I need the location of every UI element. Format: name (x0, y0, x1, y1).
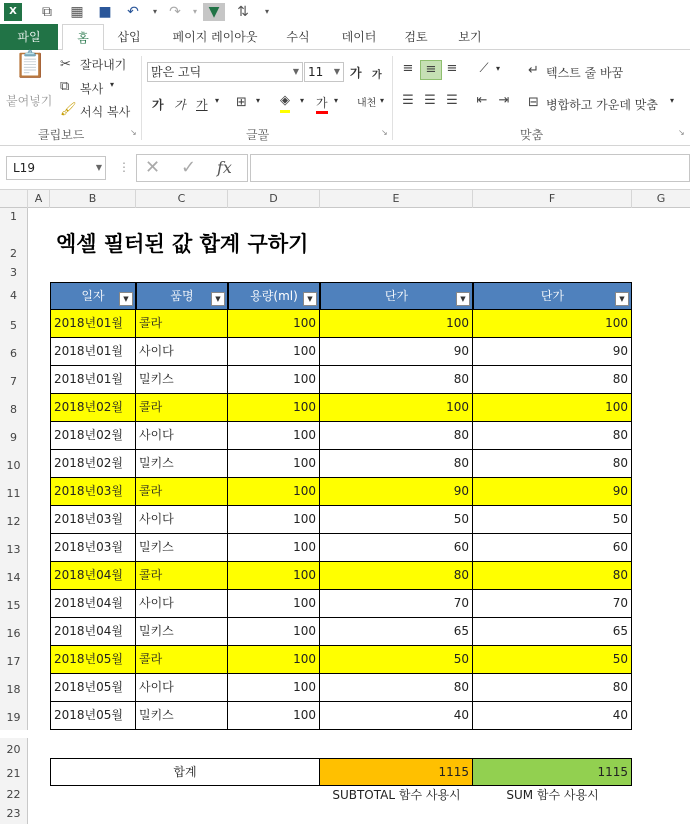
tab-data[interactable]: 데이터 (341, 30, 377, 44)
price-cell[interactable]: 60 (320, 534, 473, 562)
column-header-f[interactable]: F (473, 190, 632, 208)
volume-cell[interactable]: 100 (228, 618, 320, 646)
date-cell[interactable]: 2018년03월 (50, 506, 136, 534)
item-cell[interactable]: 사이다 (136, 674, 228, 702)
fill-color-icon[interactable]: ◈ (280, 92, 290, 113)
row-header[interactable]: 22 (0, 786, 28, 804)
date-cell[interactable]: 2018년01월 (50, 366, 136, 394)
price-cell[interactable]: 40 (320, 702, 473, 730)
row-header[interactable]: 8 (0, 394, 28, 422)
alignment-group-label: 맞춤 (520, 128, 544, 142)
alignment-launcher-icon[interactable]: ↘ (678, 128, 685, 137)
price-2-cell[interactable]: 80 (473, 450, 632, 478)
price-2-cell[interactable]: 70 (473, 590, 632, 618)
price-cell[interactable]: 80 (320, 422, 473, 450)
volume-cell[interactable]: 100 (228, 450, 320, 478)
row-header[interactable]: 13 (0, 534, 28, 562)
align-center-icon[interactable]: ☰ (424, 93, 436, 108)
date-cell[interactable]: 2018년05월 (50, 646, 136, 674)
volume-cell[interactable]: 100 (228, 590, 320, 618)
item-cell[interactable]: 사이다 (136, 422, 228, 450)
row-header[interactable]: 19 (0, 702, 28, 730)
date-cell[interactable]: 2018년04월 (50, 562, 136, 590)
item-cell[interactable]: 콜라 (136, 394, 228, 422)
table-header-label: 품명 (170, 289, 194, 303)
price-2-cell[interactable]: 80 (473, 422, 632, 450)
undo-icon[interactable]: ↶ (127, 4, 139, 20)
item-cell[interactable]: 콜라 (136, 478, 228, 506)
grow-font-button[interactable]: 가 (350, 66, 362, 80)
table-header-item[interactable] (136, 282, 228, 310)
price-2-cell[interactable]: 40 (473, 702, 632, 730)
price-cell[interactable]: 100 (320, 394, 473, 422)
date-cell[interactable]: 2018년05월 (50, 674, 136, 702)
column-header-c[interactable]: C (136, 190, 228, 208)
volume-cell[interactable]: 100 (228, 674, 320, 702)
row-header[interactable]: 4 (0, 282, 28, 310)
item-cell[interactable]: 밀키스 (136, 618, 228, 646)
enter-icon[interactable]: ✓ (181, 157, 197, 178)
calendar-icon[interactable]: ▦ (70, 4, 84, 20)
price-cell[interactable]: 100 (320, 310, 473, 338)
row-header[interactable]: 2 (0, 226, 28, 264)
undo-dropdown-icon[interactable]: ▾ (152, 7, 157, 16)
volume-cell[interactable]: 100 (228, 422, 320, 450)
price-cell[interactable]: 80 (320, 674, 473, 702)
price-2-cell[interactable]: 50 (473, 646, 632, 674)
wrap-text-icon[interactable]: ↵ (528, 63, 539, 78)
price-cell[interactable]: 80 (320, 562, 473, 590)
item-cell[interactable]: 사이다 (136, 590, 228, 618)
item-cell[interactable]: 콜라 (136, 310, 228, 338)
price-cell[interactable]: 80 (320, 366, 473, 394)
tab-page-layout[interactable]: 페이지 레이아웃 (172, 30, 258, 44)
copy-dropdown-icon[interactable]: ▾ (110, 80, 115, 89)
price-cell[interactable]: 90 (320, 338, 473, 366)
row-header[interactable]: 11 (0, 478, 28, 506)
align-middle-icon[interactable]: ≡ (420, 60, 442, 80)
redo-dropdown-icon[interactable]: ▾ (192, 7, 197, 16)
phonetic-dropdown-icon[interactable]: ▾ (380, 96, 385, 105)
row-header[interactable]: 1 (0, 208, 28, 226)
price-2-cell[interactable]: 100 (473, 310, 632, 338)
price-2-cell[interactable]: 80 (473, 674, 632, 702)
formula-buttons (136, 154, 248, 182)
customize-icon[interactable]: ▾ (264, 7, 269, 16)
cut-button[interactable]: 잘라내기 (80, 58, 127, 72)
wrap-text-button[interactable]: 텍스트 줄 바꿈 (546, 66, 624, 80)
fill-color-dropdown-icon[interactable]: ▾ (300, 96, 305, 105)
underline-button[interactable]: 가 (196, 98, 208, 112)
tab-view[interactable]: 보기 (458, 30, 482, 44)
formula-bar (0, 146, 690, 190)
cancel-icon[interactable]: ✕ (145, 157, 161, 178)
orientation-icon[interactable]: ⟋ (479, 61, 489, 76)
price-2-cell[interactable]: 50 (473, 506, 632, 534)
tab-home[interactable]: 홈 (62, 24, 104, 53)
copy-icon[interactable]: ⧉ (60, 79, 70, 94)
align-top-icon[interactable]: ≡ (402, 61, 414, 76)
row-header[interactable]: 3 (0, 264, 28, 282)
price-cell[interactable]: 80 (320, 450, 473, 478)
item-cell[interactable]: 밀키스 (136, 534, 228, 562)
item-cell[interactable]: 밀키스 (136, 450, 228, 478)
font-name-select[interactable] (147, 62, 303, 82)
font-group-label: 글꼴 (246, 128, 270, 142)
paste-icon[interactable]: 📋 (14, 50, 47, 80)
price-2-cell[interactable]: 80 (473, 562, 632, 590)
table-header-date[interactable] (50, 282, 136, 310)
table-header-volume[interactable] (228, 282, 320, 310)
sort-icon[interactable]: ⇅ (237, 4, 249, 20)
price-2-cell[interactable]: 90 (473, 478, 632, 506)
column-headers (0, 190, 690, 208)
align-bottom-icon[interactable]: ≡ (446, 61, 458, 76)
item-cell[interactable]: 사이다 (136, 506, 228, 534)
date-cell[interactable]: 2018년05월 (50, 702, 136, 730)
column-header-a[interactable]: A (28, 190, 50, 208)
clipboard-group-label: 클립보드 (38, 128, 85, 142)
row-header[interactable]: 21 (0, 762, 28, 786)
table-header-label: 일자 (81, 289, 105, 303)
column-header-e[interactable]: E (320, 190, 473, 208)
item-cell[interactable]: 밀키스 (136, 366, 228, 394)
date-cell[interactable]: 2018년02월 (50, 422, 136, 450)
row-header[interactable]: 20 (0, 738, 28, 762)
merge-center-icon[interactable]: ⊟ (528, 95, 539, 110)
table-header-price[interactable] (320, 282, 473, 310)
sheet-title: 엑셀 필터된 값 합계 구하기 (56, 232, 309, 256)
volume-cell[interactable]: 100 (228, 310, 320, 338)
price-2-cell[interactable]: 100 (473, 394, 632, 422)
tab-insert[interactable]: 삽입 (117, 30, 141, 44)
row-header[interactable]: 9 (0, 422, 28, 450)
row-header[interactable]: 14 (0, 562, 28, 590)
total-label-cell[interactable]: 합계 (50, 758, 320, 786)
copy-button[interactable]: 복사 (80, 82, 104, 96)
italic-button[interactable]: 가 (174, 98, 186, 112)
volume-cell[interactable]: 100 (228, 366, 320, 394)
volume-cell[interactable]: 100 (228, 478, 320, 506)
insert-function-button[interactable]: fx (217, 158, 232, 177)
row-header[interactable]: 18 (0, 674, 28, 702)
item-cell[interactable]: 사이다 (136, 338, 228, 366)
quick-access-toolbar (0, 0, 690, 24)
row-header[interactable]: 17 (0, 646, 28, 674)
select-all-corner[interactable] (0, 190, 28, 208)
filter-icon[interactable]: ▼ (203, 3, 225, 21)
clipboard-launcher-icon[interactable]: ↘ (130, 128, 137, 137)
row-header[interactable]: 6 (0, 338, 28, 366)
increase-indent-icon[interactable]: ⇥ (498, 93, 510, 108)
volume-cell[interactable]: 100 (228, 646, 320, 674)
date-cell[interactable]: 2018년03월 (50, 478, 136, 506)
filter-dropdown-icon[interactable]: ▼ (615, 292, 629, 306)
ribbon-separator (141, 56, 142, 140)
volume-cell[interactable]: 100 (228, 506, 320, 534)
formula-input[interactable] (250, 154, 690, 182)
price-cell[interactable]: 70 (320, 590, 473, 618)
date-cell[interactable]: 2018년04월 (50, 590, 136, 618)
volume-cell[interactable]: 100 (228, 562, 320, 590)
column-header-g[interactable]: G (656, 192, 666, 205)
name-box-value: L19 (13, 161, 35, 175)
row-header[interactable]: 5 (0, 310, 28, 338)
shrink-font-button[interactable]: 가 (372, 70, 382, 81)
name-box[interactable] (6, 156, 106, 180)
volume-cell[interactable]: 100 (228, 702, 320, 730)
font-size-select[interactable] (304, 62, 344, 82)
table-header-label: 용량(ml) (250, 289, 298, 303)
format-painter-button[interactable]: 서식 복사 (80, 105, 131, 119)
filter-dropdown-icon[interactable]: ▼ (211, 292, 225, 306)
date-cell[interactable]: 2018년01월 (50, 310, 136, 338)
underline-dropdown-icon[interactable]: ▾ (215, 96, 220, 105)
font-color-dropdown-icon[interactable]: ▾ (334, 96, 339, 105)
price-2-cell[interactable]: 65 (473, 618, 632, 646)
price-cell[interactable]: 50 (320, 506, 473, 534)
filter-dropdown-icon[interactable]: ▼ (119, 292, 133, 306)
merge-center-button[interactable]: 병합하고 가운데 맞춤 (546, 98, 658, 112)
align-right-icon[interactable]: ☰ (446, 93, 458, 108)
ribbon-separator (392, 56, 393, 140)
row-header[interactable]: 7 (0, 366, 28, 394)
chevron-down-icon: ▼ (292, 67, 299, 76)
row-header[interactable]: 15 (0, 590, 28, 618)
date-cell[interactable]: 2018년04월 (50, 618, 136, 646)
date-cell[interactable]: 2018년01월 (50, 338, 136, 366)
paste-button[interactable]: 붙여넣기 (6, 94, 53, 108)
subtotal-value-cell[interactable]: 1115 (320, 758, 473, 786)
font-size-value: 11 (308, 65, 324, 79)
row-header[interactable]: 23 (0, 804, 28, 824)
decrease-indent-icon[interactable]: ⇤ (476, 93, 488, 108)
subtotal-note: SUBTOTAL 함수 사용시 (332, 788, 461, 802)
copy-icon[interactable]: ⧉ (42, 4, 52, 20)
date-cell[interactable]: 2018년02월 (50, 394, 136, 422)
tab-file[interactable]: 파일 (0, 24, 58, 50)
date-cell[interactable]: 2018년02월 (50, 450, 136, 478)
font-name-value: 맑은 고딕 (151, 65, 202, 79)
price-cell[interactable]: 50 (320, 646, 473, 674)
volume-cell[interactable]: 100 (228, 534, 320, 562)
column-header-b[interactable]: B (50, 190, 136, 208)
border-dropdown-icon[interactable]: ▾ (256, 96, 261, 105)
merge-dropdown-icon[interactable]: ▾ (670, 96, 675, 105)
filter-dropdown-icon[interactable]: ▼ (456, 292, 470, 306)
row-header[interactable]: 16 (0, 618, 28, 646)
row-header[interactable]: 12 (0, 506, 28, 534)
border-icon[interactable]: ⊞ (236, 95, 247, 110)
chevron-down-icon: ▼ (95, 163, 102, 172)
excel-logo-icon: X (4, 3, 22, 21)
phonetic-button[interactable]: 내천 (357, 98, 377, 109)
date-cell[interactable]: 2018년03월 (50, 534, 136, 562)
tab-review[interactable]: 검토 (404, 30, 428, 44)
orientation-dropdown-icon[interactable]: ▾ (496, 64, 501, 73)
filter-dropdown-icon[interactable]: ▼ (303, 292, 317, 306)
sum-value-cell[interactable]: 1115 (473, 758, 632, 786)
price-2-cell[interactable]: 80 (473, 366, 632, 394)
align-left-icon[interactable]: ☰ (402, 93, 414, 108)
column-header-d[interactable]: D (228, 190, 320, 208)
price-2-cell[interactable]: 60 (473, 534, 632, 562)
table-header-label: 단가 (384, 289, 409, 303)
item-cell[interactable]: 콜라 (136, 562, 228, 590)
table-header-price-2[interactable] (473, 282, 632, 310)
font-launcher-icon[interactable]: ↘ (381, 128, 388, 137)
chevron-down-icon: ▼ (333, 67, 340, 76)
ribbon (0, 50, 690, 146)
more-icon: ⋮ (118, 160, 130, 174)
font-color-button[interactable]: 가 (316, 94, 328, 114)
volume-cell[interactable]: 100 (228, 394, 320, 422)
tab-formulas[interactable]: 수식 (286, 30, 310, 44)
item-cell[interactable]: 콜라 (136, 646, 228, 674)
table-header-label: 단가 (540, 289, 565, 303)
bold-button[interactable]: 가 (152, 98, 164, 112)
redo-icon[interactable]: ↷ (169, 4, 181, 20)
cut-icon[interactable]: ✂ (60, 57, 71, 72)
row-header[interactable]: 10 (0, 450, 28, 478)
sum-note: SUM 함수 사용시 (506, 788, 599, 802)
save-icon[interactable]: ■ (98, 4, 112, 20)
price-2-cell[interactable]: 90 (473, 338, 632, 366)
volume-cell[interactable]: 100 (228, 338, 320, 366)
format-painter-icon[interactable]: 🖌 (60, 102, 77, 117)
ribbon-tabs (0, 24, 690, 50)
price-cell[interactable]: 65 (320, 618, 473, 646)
price-cell[interactable]: 90 (320, 478, 473, 506)
item-cell[interactable]: 밀키스 (136, 702, 228, 730)
